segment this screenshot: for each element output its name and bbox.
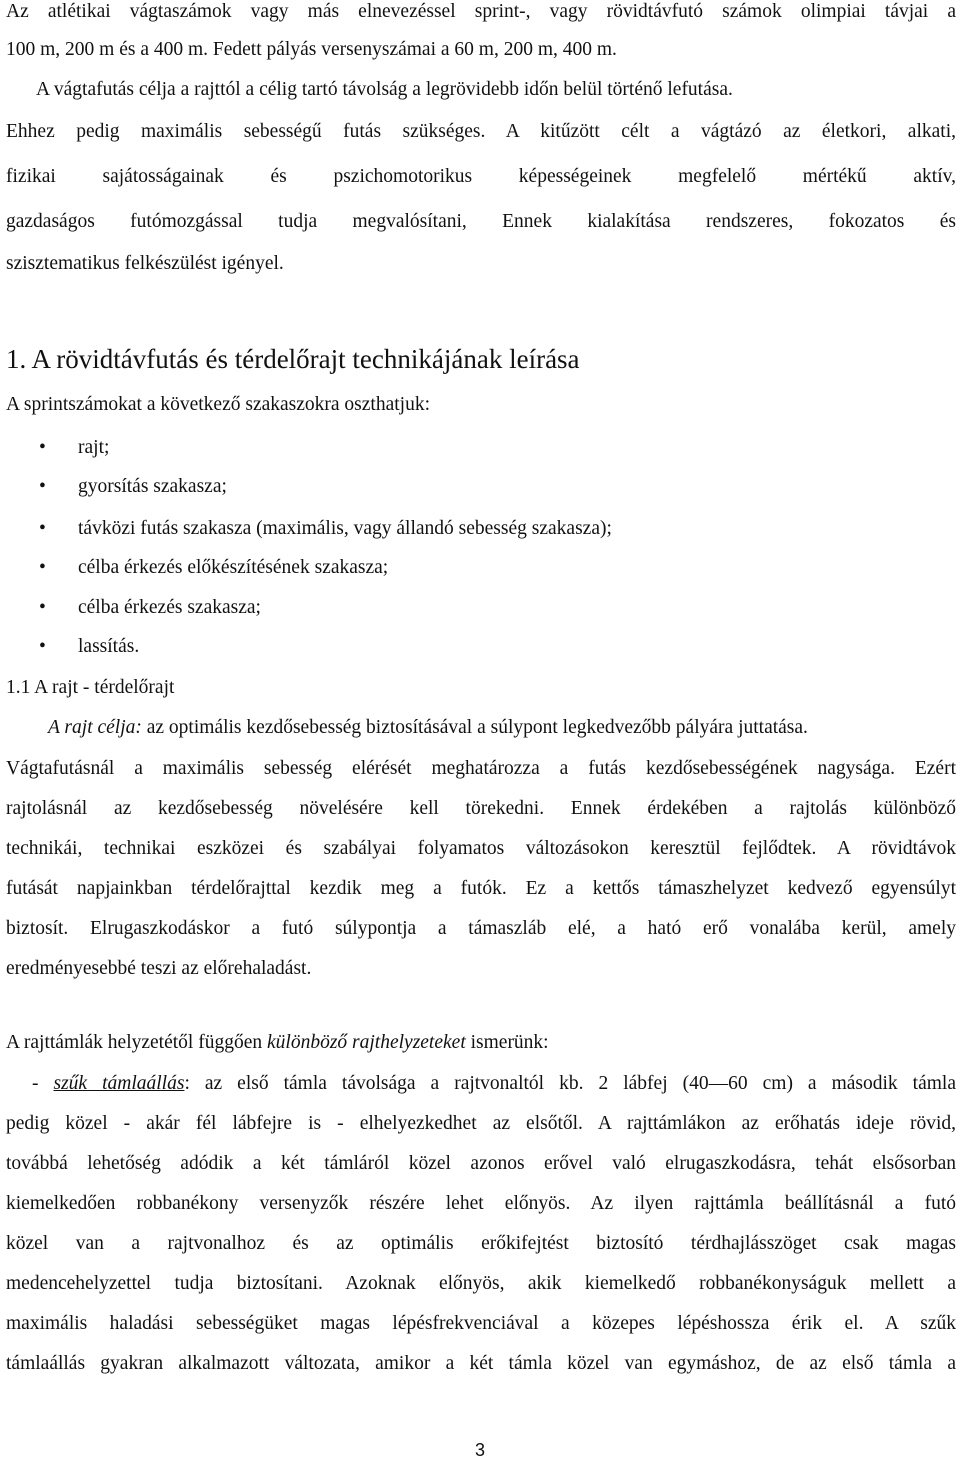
bullet-icon: • [39, 636, 46, 657]
intro-line: fizikai sajátosságainak és pszichomotorikus képességeinek megfelelő mértékű aktív, [6, 166, 956, 187]
paragraph-line: biztosít. Elrugaszkodáskor a futó súlypontja a támaszláb elé, a ható erő vonalába kerül, amely [6, 918, 956, 939]
paragraph-line: maximális haladási sebességüket magas lépésfrekvenciával a közepes lépéshossza érik el. A szűk [6, 1313, 956, 1334]
bullet-icon: • [39, 437, 46, 458]
list-item [0, 635, 960, 659]
list-item [0, 475, 960, 499]
intro-line: Az atlétikai vágtaszámok vagy más elnevezéssel sprint-, vagy rövidtávfutó számok olimpiai távjai a [6, 1, 956, 22]
intro-line: 100 m, 200 m és a 400 m. Fedett pályás versenyszámai a 60 m, 200 m, 400 m. [6, 39, 617, 60]
paragraph-line: Vágtafutásnál a maximális sebesség elérését meghatározza a futás kezdősebességének nagysága. Ezért [6, 758, 956, 779]
list-item [0, 556, 960, 580]
aim-sentence [48, 716, 956, 740]
paragraph-line: kiemelkedően robbanékony versenyzők részére lehet előnyös. Az ilyen rajttámla beállításnál a futó [6, 1193, 956, 1214]
dash: - [32, 1073, 54, 1094]
paragraph-line: rajtolásnál az kezdősebesség növelésére kell törekedni. Ennek érdekében a rajtolás különböző [6, 798, 956, 819]
list-item-text: rajt; [78, 437, 110, 458]
list-item [0, 596, 960, 620]
intro-line: szisztematikus felkészülést igényel. [6, 253, 284, 274]
positions-intro [6, 1031, 956, 1055]
list-item [0, 436, 960, 460]
list-item-text: gyorsítás szakasza; [78, 476, 227, 497]
paragraph-line: továbbá lehetőség adódik a két támláról közel azonos erővel való elrugaszkodásra, tehát elsősorban [6, 1153, 956, 1174]
paragraph-line: medencehelyzettel tudja biztosítani. Azoknak előnyös, akik kiemelkedő robbanékonyságuk mellett a [6, 1273, 956, 1294]
bullet-icon: • [39, 476, 46, 497]
paragraph-line: támlaállás gyakran alkalmazott változata, amikor a két támla közel van egymáshoz, de az első támla a [6, 1353, 956, 1374]
paragraph-line: pedig közel - akár fél lábfejre is - elhelyezkedhet az elsőtől. A rajttámlákon az erőhatás ideje rövid, [6, 1113, 956, 1134]
section-heading: 1. A rövidtávfutás és térdelőrajt technikájának leírása [6, 344, 580, 374]
bullet-icon: • [39, 557, 46, 578]
paragraph-line: futását napjainkban térdelőrajttal kezdik meg a futók. Ez a kettős támaszhelyzet kedvező egyensúlyt [6, 878, 956, 899]
page-number: 3 [474, 1440, 485, 1460]
list-intro: A sprintszámokat a következő szakaszokra oszthatjuk: [6, 394, 430, 415]
intro-line: A vágtafutás célja a rajttól a célig tartó távolság a legrövidebb időn belül történő lefutása. [36, 79, 733, 100]
bullet-icon: • [39, 597, 46, 618]
list-item-text: távközi futás szakasza (maximális, vagy állandó sebesség szakasza); [78, 518, 612, 539]
aim-text: az optimális kezdősebesség biztosításával a súlypont legkedvezőbb pályára juttatása. [141, 717, 808, 738]
positions-text: ismerünk: [465, 1032, 549, 1053]
list-item-text: célba érkezés előkészítésének szakasza; [78, 557, 389, 578]
narrow-position-term: szűk támlaállás [53, 1073, 185, 1094]
bullet-icon: • [39, 518, 46, 539]
intro-line: gazdaságos futómozgással tudja megvalósítani, Ennek kialakítása rendszeres, fokozatos és [6, 211, 956, 232]
aim-label: A rajt célja: [48, 717, 142, 738]
paragraph-line: eredményesebbé teszi az előrehaladást. [6, 958, 312, 979]
positions-emphasis: különböző rajthelyzeteket [267, 1032, 466, 1053]
positions-text: A rajttámlák helyzetétől függően [6, 1032, 267, 1053]
intro-line: Ehhez pedig maximális sebességű futás szükséges. A kitűzött célt a vágtázó az életkori, alkati, [6, 121, 956, 142]
list-item-text: lassítás. [78, 636, 140, 657]
narrow-position-line [32, 1072, 956, 1096]
list-item [0, 517, 960, 541]
narrow-position-text: : az első támla távolsága a rajtvonaltól kb. 2 lábfej (40—60 cm) a második támla [184, 1073, 956, 1094]
paragraph-line: technikái, technikai eszközei és szabályai folyamatos változásokon keresztül fejlődtek. A rövidtávok [6, 838, 956, 859]
subsection-heading: 1.1 A rajt - térdelőrajt [6, 677, 175, 698]
paragraph-line: közel van a rajtvonalhoz és az optimális erőkifejtést biztosító térdhajlásszöget csak magas [6, 1233, 956, 1254]
list-item-text: célba érkezés szakasza; [78, 597, 261, 618]
